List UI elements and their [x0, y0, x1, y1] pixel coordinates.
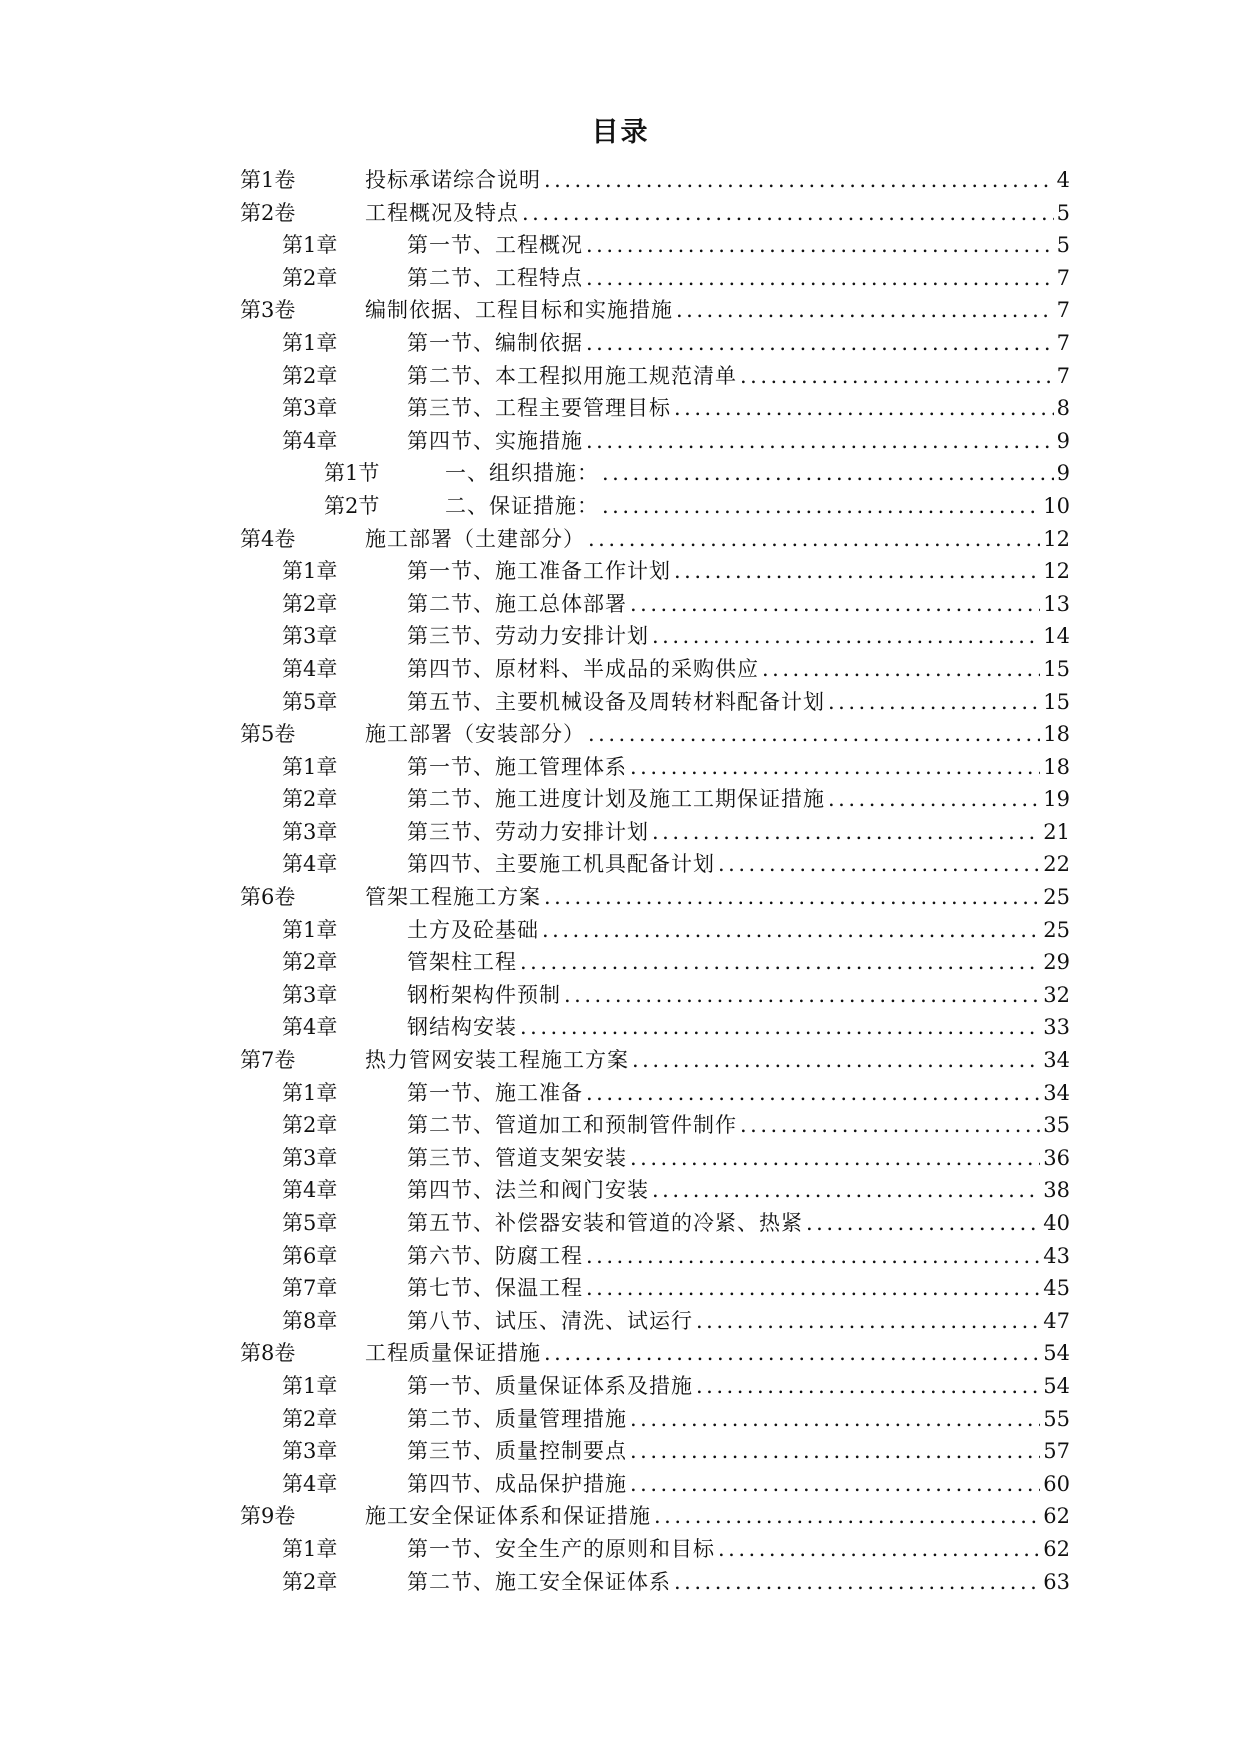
- toc-entry[interactable]: [240, 1370, 1070, 1403]
- toc-entry-title: 一、组织措施：: [445, 461, 599, 486]
- dot-leader: [602, 457, 1054, 490]
- toc-entry[interactable]: [240, 1337, 1070, 1370]
- toc-entry-page: 8: [1056, 396, 1070, 421]
- toc-entry-number: 第1章: [282, 1080, 338, 1105]
- toc-entry-title: 第四节、成品保护措施: [407, 1471, 627, 1496]
- toc-entry-page: 7: [1056, 298, 1070, 323]
- toc-entry-number: 第5章: [282, 1211, 338, 1235]
- toc-entry-number: 第1卷: [240, 168, 296, 192]
- dot-leader: [828, 783, 1040, 816]
- toc-entry-title: 第二节、质量管理措施: [407, 1406, 627, 1431]
- toc-entry-title: 第二节、施工安全保证体系: [407, 1569, 671, 1594]
- toc-entry-number: 第1章: [282, 233, 338, 258]
- dot-leader: [588, 523, 1040, 556]
- toc-entry[interactable]: [240, 686, 1070, 719]
- dot-leader: [522, 197, 1054, 230]
- toc-entry-title: 第一节、质量保证体系及措施: [407, 1373, 693, 1398]
- dot-leader: [586, 229, 1054, 262]
- toc-entry-page: 15: [1043, 656, 1070, 681]
- toc-entry-page: 55: [1043, 1406, 1070, 1431]
- toc-entry-number: 第2章: [282, 591, 338, 616]
- toc-entry-page: 7: [1056, 363, 1070, 388]
- toc-entry-title: 钢桁架构件预制: [407, 982, 561, 1007]
- dot-leader: [674, 1566, 1040, 1599]
- toc-entry[interactable]: [240, 425, 1070, 458]
- dot-leader: [828, 686, 1040, 719]
- toc-entry-title: 第三节、工程主要管理目标: [407, 396, 671, 421]
- toc-entry-page: 25: [1043, 917, 1070, 942]
- dot-leader: [542, 914, 1040, 947]
- dot-leader: [806, 1207, 1040, 1240]
- toc-entry[interactable]: [240, 881, 1070, 914]
- toc-entry-number: 第1章: [282, 754, 338, 779]
- toc-entry-number: 第8卷: [240, 1341, 296, 1366]
- dot-leader: [564, 979, 1040, 1012]
- toc-entry-title: 第四节、原材料、半成品的采购供应: [407, 656, 759, 681]
- toc-entry-number: 第5卷: [240, 722, 296, 747]
- toc-entry-title: 第三节、劳动力安排计划: [407, 624, 649, 649]
- toc-entry-number: 第1章: [282, 917, 338, 942]
- toc-entry-number: 第7章: [282, 1276, 338, 1301]
- toc-entry[interactable]: [240, 197, 1070, 230]
- toc-entry-page: 34: [1043, 1048, 1070, 1073]
- toc-entry-title: 第一节、施工准备: [407, 1080, 583, 1105]
- toc-entry-page: 62: [1043, 1536, 1070, 1561]
- toc-entry[interactable]: [240, 262, 1070, 295]
- toc-entry[interactable]: [240, 523, 1070, 556]
- toc-entry-page: 12: [1043, 559, 1070, 584]
- toc-entry-number: 第1章: [282, 559, 338, 584]
- toc-entry-page: 4: [1056, 168, 1070, 192]
- dot-leader: [544, 1337, 1040, 1370]
- toc-entry[interactable]: [240, 294, 1070, 327]
- toc-entry-page: 38: [1043, 1178, 1070, 1203]
- toc-entry-number: 第2章: [282, 1406, 338, 1431]
- dot-leader: [520, 1011, 1040, 1044]
- toc-entry[interactable]: [240, 1435, 1070, 1468]
- dot-leader: [586, 425, 1054, 458]
- toc-entry-title: 第七节、保温工程: [407, 1276, 583, 1301]
- dot-leader: [630, 751, 1040, 784]
- toc-entry-number: 第4章: [282, 428, 338, 453]
- dot-leader: [520, 946, 1040, 979]
- toc-entry-title: 第一节、安全生产的原则和目标: [407, 1536, 715, 1561]
- dot-leader: [630, 1468, 1040, 1501]
- dot-leader: [652, 1174, 1040, 1207]
- dot-leader: [586, 1077, 1040, 1110]
- toc-entry[interactable]: [240, 1566, 1070, 1599]
- toc-entry-number: 第3章: [282, 396, 338, 421]
- toc-entry[interactable]: [240, 816, 1070, 849]
- toc-entry[interactable]: [240, 620, 1070, 653]
- toc-entry[interactable]: [240, 718, 1070, 751]
- toc-entry-page: 54: [1043, 1341, 1070, 1366]
- toc-entry-number: 第2章: [282, 1113, 338, 1138]
- dot-leader: [674, 392, 1054, 425]
- toc-entry-title: 第三节、管道支架安装: [407, 1145, 627, 1170]
- dot-leader: [630, 1142, 1040, 1175]
- toc-entry[interactable]: [240, 751, 1070, 784]
- dot-leader: [696, 1305, 1040, 1338]
- toc-entry-page: 54: [1043, 1373, 1070, 1398]
- toc-entry-number: 第2章: [282, 1569, 338, 1594]
- toc-entry-number: 第1章: [282, 1536, 338, 1561]
- toc-entry-number: 第4卷: [240, 526, 296, 551]
- toc-entry-page: 57: [1043, 1439, 1070, 1464]
- dot-leader: [586, 262, 1054, 295]
- dot-leader: [652, 620, 1040, 653]
- toc-entry-title: 工程概况及特点: [365, 200, 519, 225]
- dot-leader: [588, 718, 1040, 751]
- table-of-contents: [240, 164, 1070, 1598]
- toc-entry-title: 第一节、编制依据: [407, 330, 583, 355]
- toc-entry-page: 47: [1043, 1308, 1070, 1333]
- toc-entry-number: 第3章: [282, 819, 338, 844]
- toc-entry-title: 土方及砼基础: [407, 917, 539, 942]
- page-title: 目录: [591, 117, 650, 148]
- dot-leader: [630, 1435, 1040, 1468]
- toc-entry-number: 第1章: [282, 330, 338, 355]
- toc-entry-title: 第二节、管道加工和预制管件制作: [407, 1113, 737, 1138]
- toc-entry[interactable]: [240, 327, 1070, 360]
- toc-entry[interactable]: [240, 457, 1070, 490]
- toc-entry[interactable]: [240, 360, 1070, 393]
- toc-entry-number: 第4章: [282, 656, 338, 681]
- toc-entry-title: 二、保证措施：: [445, 493, 599, 518]
- toc-entry-number: 第6卷: [240, 885, 296, 910]
- toc-entry-title: 第四节、实施措施: [407, 428, 583, 453]
- toc-entry[interactable]: [240, 164, 1070, 197]
- toc-entry-title: 管架工程施工方案: [365, 885, 541, 910]
- toc-entry-page: 36: [1043, 1145, 1070, 1170]
- toc-entry-number: 第2章: [282, 265, 338, 290]
- dot-leader: [630, 588, 1040, 621]
- dot-leader: [630, 1403, 1040, 1436]
- toc-entry-number: 第2章: [282, 787, 338, 812]
- toc-entry-number: 第9卷: [240, 1504, 296, 1529]
- toc-entry-page: 18: [1043, 722, 1070, 747]
- toc-entry-number: 第2章: [282, 363, 338, 388]
- toc-entry-title: 第二节、施工总体部署: [407, 591, 627, 616]
- toc-entry[interactable]: [240, 1500, 1070, 1533]
- dot-leader: [740, 1109, 1040, 1142]
- toc-entry-title: 第二节、工程特点: [407, 265, 583, 290]
- dot-leader: [676, 294, 1054, 327]
- toc-entry[interactable]: [240, 1403, 1070, 1436]
- toc-entry[interactable]: [240, 1305, 1070, 1338]
- dot-leader: [718, 848, 1040, 881]
- dot-leader: [696, 1370, 1040, 1403]
- toc-entry-page: 25: [1043, 885, 1070, 910]
- toc-entry[interactable]: [240, 848, 1070, 881]
- toc-entry[interactable]: [240, 1468, 1070, 1501]
- toc-entry-number: 第3章: [282, 624, 338, 649]
- toc-entry-page: 33: [1043, 1015, 1070, 1040]
- toc-entry[interactable]: [240, 1077, 1070, 1110]
- toc-entry-page: 13: [1043, 591, 1070, 616]
- toc-entry[interactable]: [240, 1142, 1070, 1175]
- toc-entry-page: 9: [1056, 428, 1070, 453]
- toc-entry[interactable]: [240, 1533, 1070, 1566]
- toc-entry-page: 29: [1043, 950, 1070, 975]
- toc-entry-page: 60: [1043, 1471, 1070, 1496]
- toc-entry-page: 63: [1043, 1569, 1070, 1594]
- toc-entry-title: 钢结构安装: [407, 1015, 517, 1040]
- toc-entry-number: 第4章: [282, 1471, 338, 1496]
- toc-entry-title: 第一节、工程概况: [407, 233, 583, 258]
- dot-leader: [632, 1044, 1040, 1077]
- toc-entry-page: 7: [1056, 265, 1070, 290]
- toc-entry[interactable]: [240, 1240, 1070, 1273]
- toc-entry-title: 第二节、本工程拟用施工规范清单: [407, 363, 737, 388]
- toc-entry-page: 21: [1043, 819, 1070, 844]
- toc-entry-title: 第一节、施工准备工作计划: [407, 559, 671, 584]
- toc-entry-number: 第3章: [282, 1145, 338, 1170]
- dot-leader: [544, 881, 1040, 914]
- toc-entry[interactable]: [240, 946, 1070, 979]
- toc-entry-number: 第3章: [282, 982, 338, 1007]
- toc-entry-number: 第3章: [282, 1439, 338, 1464]
- toc-entry-title: 第四节、主要施工机具配备计划: [407, 852, 715, 877]
- toc-entry-title: 施工安全保证体系和保证措施: [365, 1504, 651, 1529]
- toc-entry-number: 第3卷: [240, 298, 296, 323]
- toc-entry-number: 第2卷: [240, 200, 296, 225]
- toc-entry-page: 18: [1043, 754, 1070, 779]
- toc-entry-page: 34: [1043, 1080, 1070, 1105]
- toc-entry-page: 9: [1056, 461, 1070, 486]
- toc-entry-title: 第三节、质量控制要点: [407, 1439, 627, 1464]
- toc-entry[interactable]: [240, 1011, 1070, 1044]
- toc-entry[interactable]: [240, 1109, 1070, 1142]
- toc-entry[interactable]: [240, 1207, 1070, 1240]
- toc-entry-title: 热力管网安装工程施工方案: [365, 1048, 629, 1073]
- toc-entry-page: 5: [1056, 200, 1070, 225]
- toc-entry-number: 第4章: [282, 852, 338, 877]
- toc-entry[interactable]: [240, 588, 1070, 621]
- toc-entry-number: 第7卷: [240, 1048, 296, 1073]
- toc-entry-number: 第4章: [282, 1015, 338, 1040]
- toc-entry[interactable]: [240, 392, 1070, 425]
- toc-entry-page: 40: [1043, 1211, 1070, 1235]
- toc-entry-title: 第六节、防腐工程: [407, 1243, 583, 1268]
- dot-leader: [652, 816, 1040, 849]
- dot-leader: [654, 1500, 1040, 1533]
- dot-leader: [674, 555, 1040, 588]
- toc-entry-title: 第四节、法兰和阀门安装: [407, 1178, 649, 1203]
- toc-entry-number: 第1节: [324, 461, 380, 486]
- dot-leader: [586, 327, 1054, 360]
- toc-entry-page: 22: [1043, 852, 1070, 877]
- dot-leader: [544, 164, 1054, 197]
- toc-entry-number: 第1章: [282, 1373, 338, 1398]
- toc-entry-title: 第二节、施工进度计划及施工工期保证措施: [407, 787, 825, 812]
- toc-entry-page: 7: [1056, 330, 1070, 355]
- toc-entry-title: 第五节、主要机械设备及周转材料配备计划: [407, 689, 825, 714]
- toc-entry-page: 19: [1043, 787, 1070, 812]
- dot-leader: [586, 1272, 1040, 1305]
- toc-entry-number: 第6章: [282, 1243, 338, 1268]
- dot-leader: [740, 360, 1054, 393]
- toc-entry-title: 第五节、补偿器安装和管道的冷紧、热紧: [407, 1211, 803, 1235]
- toc-entry-page: 45: [1043, 1276, 1070, 1301]
- toc-entry-title: 施工部署（土建部分）: [365, 526, 585, 551]
- dot-leader: [602, 490, 1040, 523]
- toc-entry-title: 管架柱工程: [407, 950, 517, 975]
- toc-entry-title: 编制依据、工程目标和实施措施: [365, 298, 673, 323]
- toc-entry[interactable]: [240, 914, 1070, 947]
- toc-entry[interactable]: [240, 1272, 1070, 1305]
- toc-entry-page: 43: [1043, 1243, 1070, 1268]
- toc-entry-page: 10: [1043, 493, 1070, 518]
- toc-entry[interactable]: [240, 653, 1070, 686]
- toc-entry[interactable]: [240, 979, 1070, 1012]
- toc-entry-page: 12: [1043, 526, 1070, 551]
- toc-entry[interactable]: [240, 229, 1070, 262]
- toc-entry-title: 工程质量保证措施: [365, 1341, 541, 1366]
- toc-entry[interactable]: [240, 783, 1070, 816]
- toc-entry-page: 15: [1043, 689, 1070, 714]
- toc-entry-title: 投标承诺综合说明: [365, 168, 541, 192]
- toc-entry-page: 14: [1043, 624, 1070, 649]
- toc-entry[interactable]: [240, 1044, 1070, 1077]
- dot-leader: [586, 1240, 1040, 1273]
- toc-entry[interactable]: [240, 555, 1070, 588]
- toc-entry-number: 第2章: [282, 950, 338, 975]
- dot-leader: [718, 1533, 1040, 1566]
- toc-entry-page: 35: [1043, 1113, 1070, 1138]
- toc-entry-page: 32: [1043, 982, 1070, 1007]
- dot-leader: [762, 653, 1040, 686]
- toc-entry[interactable]: [240, 1174, 1070, 1207]
- toc-entry-title: 第八节、试压、清洗、试运行: [407, 1308, 693, 1333]
- toc-entry-title: 第一节、施工管理体系: [407, 754, 627, 779]
- toc-entry-page: 62: [1043, 1504, 1070, 1529]
- toc-entry-number: 第5章: [282, 689, 338, 714]
- toc-entry-title: 施工部署（安装部分）: [365, 722, 585, 747]
- toc-entry-number: 第8章: [282, 1308, 338, 1333]
- toc-entry[interactable]: [240, 490, 1070, 523]
- toc-entry-page: 5: [1056, 233, 1070, 258]
- toc-entry-number: 第4章: [282, 1178, 338, 1203]
- toc-entry-title: 第三节、劳动力安排计划: [407, 819, 649, 844]
- toc-entry-number: 第2节: [324, 493, 380, 518]
